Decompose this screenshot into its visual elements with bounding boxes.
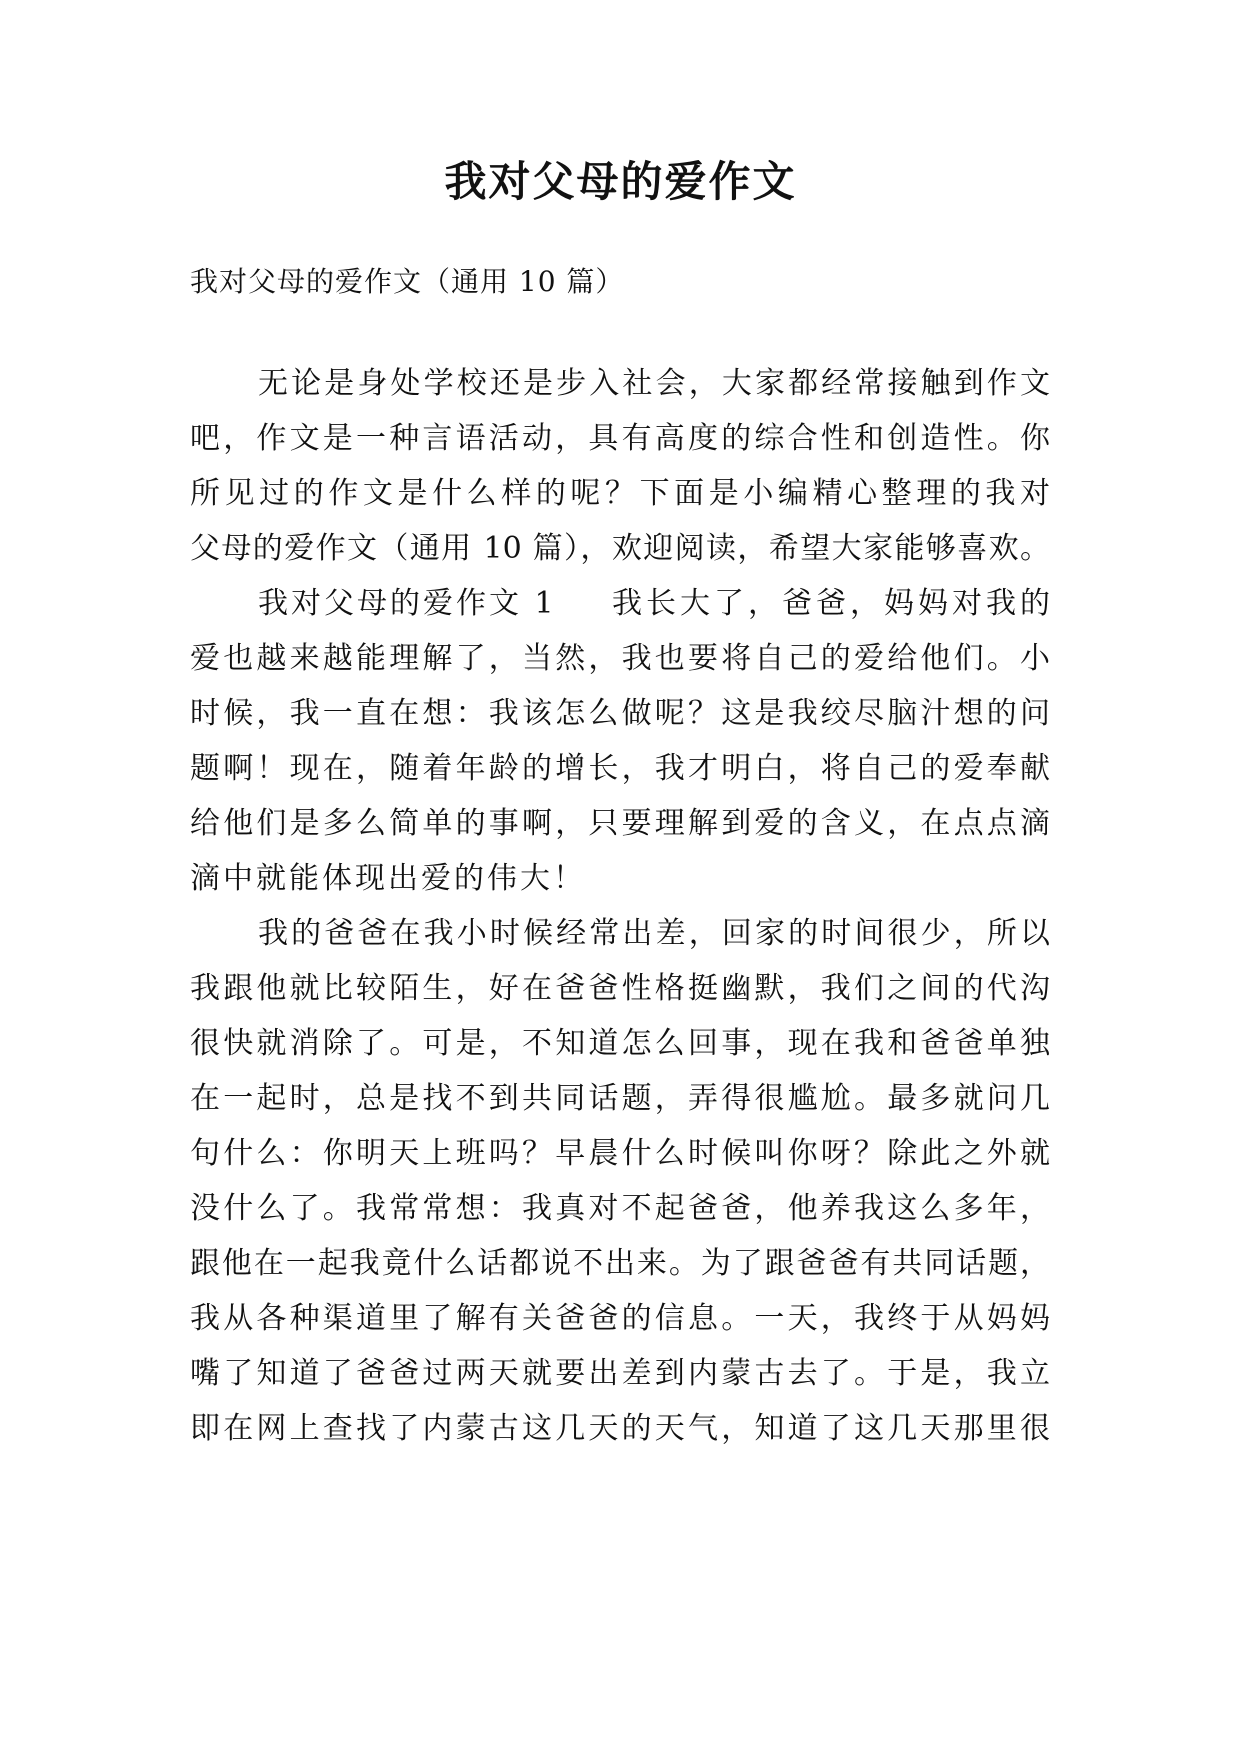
paragraph-line: 时候，我一直在想：我该怎么做呢？这是我绞尽脑汁想的问 [190, 696, 1050, 731]
paragraph-line: 句什么：你明天上班吗？早晨什么时候叫你呀？除此之外就 [190, 1136, 1050, 1171]
document-subtitle: 我对父母的爱作文（通用 10 篇） [190, 265, 625, 298]
paragraph-line: 没什么了。我常常想：我真对不起爸爸，他养我这么多年， [190, 1191, 1050, 1226]
paragraph-line: 很快就消除了。可是，不知道怎么回事，现在我和爸爸单独 [190, 1026, 1050, 1061]
paragraph-line: 滴中就能体现出爱的伟大！ [190, 861, 586, 896]
paragraph-line: 无论是身处学校还是步入社会，大家都经常接触到作文 [258, 366, 1050, 401]
paragraph-line: 我从各种渠道里了解有关爸爸的信息。一天，我终于从妈妈 [190, 1301, 1050, 1336]
paragraph-line: 跟他在一起我竟什么话都说不出来。为了跟爸爸有共同话题， [190, 1246, 1050, 1281]
paragraph-line: 吧，作文是一种言语活动，具有高度的综合性和创造性。你 [190, 421, 1050, 456]
paragraph-line: 题啊！现在，随着年龄的增长，我才明白，将自己的爱奉献 [190, 751, 1050, 786]
paragraph-line: 我的爸爸在我小时候经常出差，回家的时间很少，所以 [258, 916, 1050, 951]
paragraph-line: 即在网上查找了内蒙古这几天的天气，知道了这几天那里很 [190, 1411, 1050, 1446]
paragraph-line: 爱也越来越能理解了，当然，我也要将自己的爱给他们。小 [190, 641, 1050, 676]
paragraph-line: 我跟他就比较陌生，好在爸爸性格挺幽默，我们之间的代沟 [190, 971, 1050, 1006]
paragraph-line: 给他们是多么简单的事啊，只要理解到爱的含义，在点点滴 [190, 806, 1050, 841]
paragraph-line: 父母的爱作文（通用 10 篇），欢迎阅读，希望大家能够喜欢。 [190, 531, 1050, 566]
page-title: 我对父母的爱作文 [444, 157, 797, 206]
paragraph-line: 在一起时，总是找不到共同话题，弄得很尴尬。最多就问几 [190, 1081, 1050, 1116]
section-heading: 我对父母的爱作文 1 [258, 586, 557, 621]
paragraph-line: 我长大了，爸爸，妈妈对我的 [612, 586, 1050, 621]
paragraph-line: 嘴了知道了爸爸过两天就要出差到内蒙古去了。于是，我立 [190, 1356, 1050, 1391]
paragraph-line: 所见过的作文是什么样的呢？下面是小编精心整理的我对 [190, 476, 1050, 511]
